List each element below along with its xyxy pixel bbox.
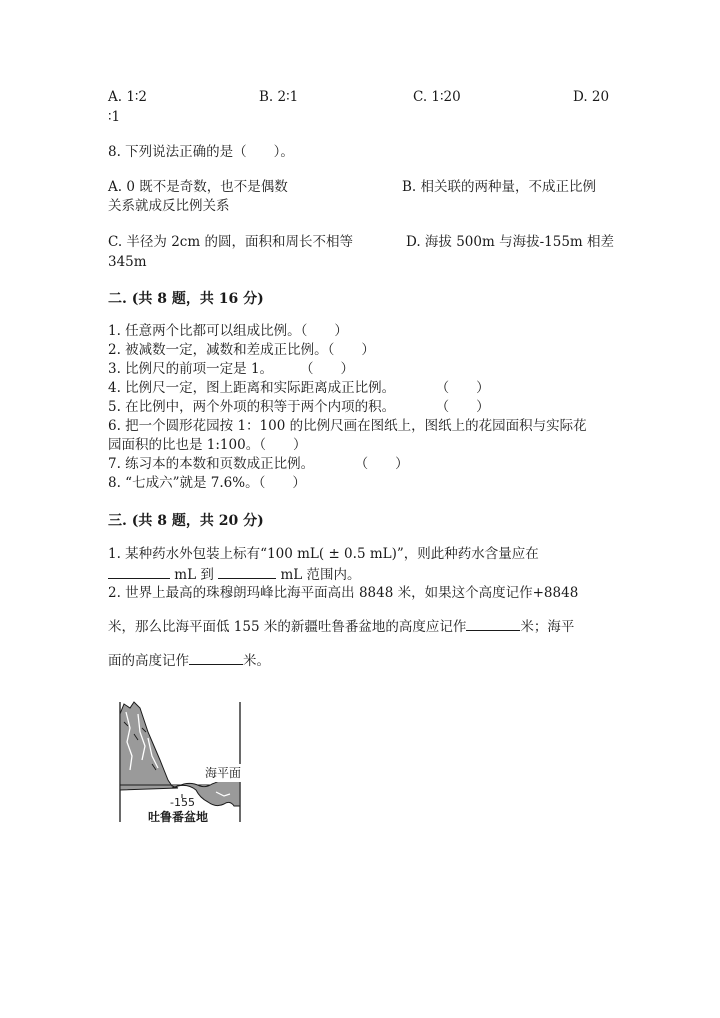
q7-option-c: C. 1∶20	[413, 89, 461, 105]
q7-option-b: B. 2∶1	[259, 89, 299, 105]
q7-option-a: A. 1∶2	[108, 89, 148, 105]
section2-item-6-cont: 园面积的比也是 1:100。（ ）	[108, 437, 307, 453]
section3-q2-text-b: 米；海平	[520, 619, 575, 635]
q8-option-a: A. 0 既不是奇数，也不是偶数	[108, 179, 288, 195]
section3-q2-line3	[108, 650, 270, 670]
section2-item-3: 3. 比例尺的前项一定是 1。 （ ）	[108, 361, 355, 377]
section3-q1-unit1: mL 到	[174, 567, 214, 583]
q8-stem: 8. 下列说法正确的是（ ）。	[108, 144, 294, 160]
section3-q2-text-c: 面的高度记作	[108, 653, 189, 669]
answer-blank-3[interactable]	[466, 616, 520, 631]
answer-blank-1[interactable]	[108, 564, 170, 579]
depth-label: -155	[170, 796, 195, 809]
section3-q1-unit2: mL 范围内。	[280, 567, 361, 583]
basin-label: 吐鲁番盆地	[148, 810, 209, 824]
section3-q2-line2	[108, 616, 574, 636]
section2-item-6: 6. 把一个圆形花园按 1：100 的比例尺画在图纸上，图纸上的花园面积与实际花	[108, 418, 587, 434]
section2-item-7: 7. 练习本的本数和页数成正比例。 （ ）	[108, 456, 409, 472]
section2-item-5: 5. 在比例中，两个外项的积等于两个内项的积。 （ ）	[108, 399, 490, 415]
q8-option-b: B. 相关联的两种量，不成正比例	[402, 179, 597, 195]
section2-item-4: 4. 比例尺一定，图上距离和实际距离成正比例。 （ ）	[108, 380, 490, 396]
section3-title: 三. (共 8 题，共 20 分)	[108, 513, 264, 529]
section2-title: 二. (共 8 题，共 16 分)	[108, 291, 264, 307]
q8-option-d-cont: 345m	[108, 254, 147, 270]
answer-blank-4[interactable]	[189, 650, 243, 665]
section3-q1-line2	[108, 564, 361, 584]
section3-q2-text-a: 米，那么比海平面低 155 米的新疆吐鲁番盆地的高度应记作	[108, 619, 467, 635]
sea-level-label: 海平面	[205, 766, 242, 780]
section2-item-1: 1. 任意两个比都可以组成比例。（ ）	[108, 323, 348, 339]
elevation-figure	[112, 698, 244, 826]
answer-blank-2[interactable]	[218, 564, 276, 579]
section2-item-8: 8. “七成六”就是 7.6%。（ ）	[108, 475, 306, 491]
q8-option-b-cont: 关系就成反比例关系	[108, 198, 230, 214]
q8-option-d: D. 海拔 500m 与海拔-155m 相差	[406, 234, 614, 250]
q7-option-d: D. 20	[573, 89, 610, 105]
q8-option-c: C. 半径为 2cm 的圆，面积和周长不相等	[108, 234, 353, 250]
section3-q2-line1: 2. 世界上最高的珠穆朗玛峰比海平面高出 8848 米，如果这个高度记作+8848	[108, 585, 579, 601]
section3-q1-line1: 1. 某种药水外包装上标有“100 mL( ± 0.5 mL)”，则此种药水含量应在	[108, 546, 539, 562]
section3-q2-text-d: 米。	[243, 653, 270, 669]
section2-item-2: 2. 被减数一定，减数和差成正比例。（ ）	[108, 342, 375, 358]
q7-option-d-cont: ∶1	[108, 109, 121, 125]
